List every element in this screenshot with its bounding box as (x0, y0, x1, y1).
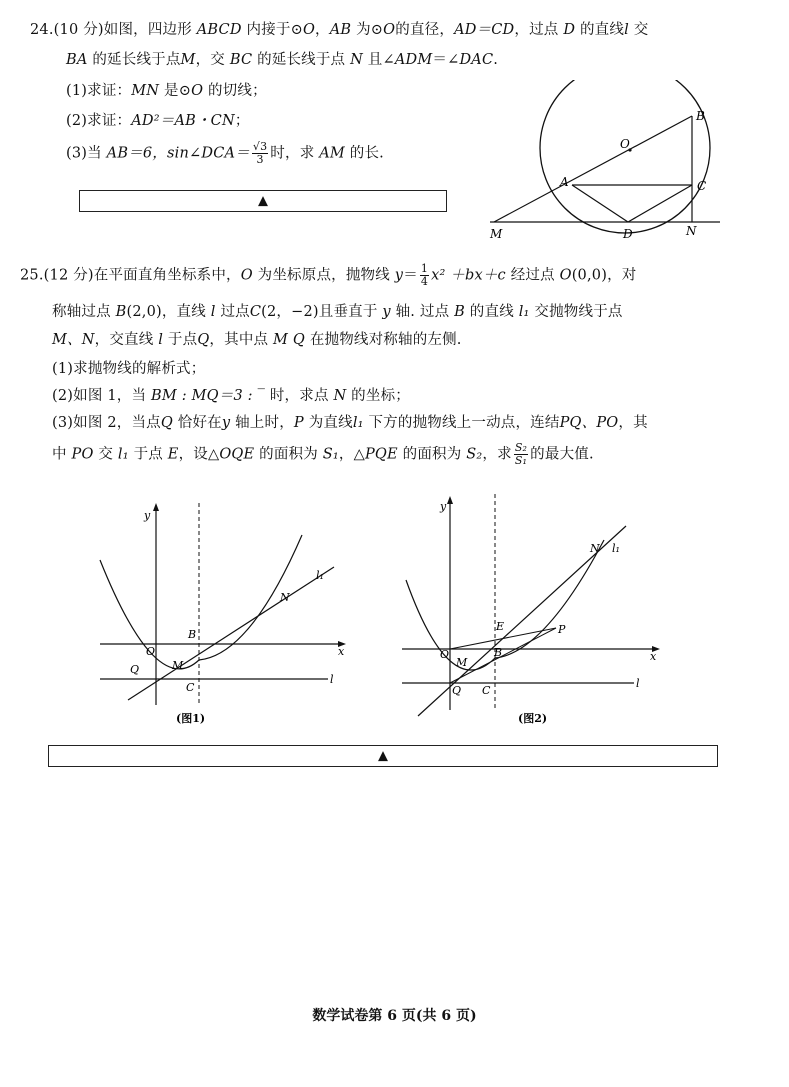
q25-part-2: (2)如图 1，当 BM : MQ＝3 : ‾ 时，求点 N 的坐标； (52, 388, 410, 404)
q24-part-2: (2)求证：AD²＝AB・CN； (66, 113, 250, 129)
fig1-label-l: l (330, 673, 334, 686)
fig1-label-q: Q (130, 663, 140, 676)
fig2-label-e: E (496, 620, 505, 633)
sqrt3-over-3-fraction: $\frac{√3}{3}$ (252, 140, 268, 166)
q25-figure-2 (394, 488, 674, 733)
fig1-label-c: C (186, 681, 195, 694)
fig1-label-x: x (338, 645, 345, 658)
q24-circle-figure (480, 80, 730, 240)
circle-o (540, 80, 710, 233)
label-b: B (696, 109, 705, 123)
label-c: C (697, 179, 707, 193)
label-a: A (560, 175, 569, 189)
line-ad (572, 185, 628, 222)
fig2-label-l: l (636, 677, 640, 690)
q24-stem-line-1: 24.(10 分)如图，四边形 ABCD 内接于⊙O，AB 为⊙O的直径，AD＝CD，过点 D 的直线l 交 (30, 22, 649, 38)
fig2-label-q: Q (452, 684, 462, 697)
fig2-label-x: x (650, 650, 657, 663)
fig1-label-o: O (146, 645, 156, 658)
fig2-y-arrow (447, 496, 453, 504)
q25-part-1: (1)求抛物线的解析式； (52, 361, 206, 377)
page-footer: 数学试卷第 6 页(共 6 页) (312, 1008, 477, 1024)
fig2-caption: (图2) (518, 712, 548, 725)
q24-part-1: (1)求证：MN 是⊙O 的切线； (66, 83, 267, 99)
line-cd (628, 185, 692, 222)
q25-part-3-line-1: (3)如图 2，当点Q 恰好在y 轴上时，P 为直线l₁ 下方的抛物线上一动点，连结PQ、PO，其 (52, 415, 648, 431)
q25-line-2: 称轴过点 B(2,0)，直线 l 过点C(2，−2)且垂直于 y 轴. 过点 B 的直线 l₁ 交抛物线于点 (52, 304, 623, 320)
label-m: M (490, 227, 503, 240)
label-o: O (620, 137, 630, 151)
one-quarter-fraction: $\frac{1}{4}$ (420, 262, 429, 288)
fig2-label-p: P (558, 623, 566, 636)
q24-answer-box[interactable] (79, 190, 447, 212)
line-mb (494, 116, 692, 222)
q25-line-1: 25.(12 分)在平面直角坐标系中，O 为坐标原点，抛物线 y＝ $\frac{1}{4}$ x² ＋bx＋c 经过点 O(0,0)，对 (20, 262, 637, 288)
label-d: D (623, 227, 633, 240)
fig2-label-m: M (456, 656, 468, 669)
fig1-caption: (图1) (176, 712, 206, 725)
fig1-label-n: N (280, 591, 290, 604)
q25-line-3: M、N，交直线 l 于点Q，其中点 M Q 在抛物线对称轴的左侧. (52, 332, 462, 348)
q25-part-3-line-2: 中 PO 交 l₁ 于点 E，设△OQE 的面积为 S₁，△PQE 的面积为 S₂，求 $\frac{\text{S₂}}{\text{S₁}}$ 的最大值. (52, 441, 594, 467)
fig2-label-c: C (482, 684, 491, 697)
label-n: N (686, 224, 697, 238)
fig2-label-l1: l₁ (612, 542, 620, 555)
fig2-label-n: N (590, 542, 600, 555)
fig2-parabola (406, 540, 604, 670)
fig2-label-o: O (440, 648, 450, 661)
q24-part-3: (3)当 AB＝6，sin∠DCA＝ $\frac{√3}{3}$ 时，求 AM 的长. (66, 140, 384, 166)
fig1-y-arrow (153, 503, 159, 511)
fig1-line-l1 (128, 567, 334, 700)
fig1-label-l1: l₁ (316, 569, 324, 582)
answer-marker-icon: ▲ (258, 193, 268, 209)
q25-figure-1 (90, 495, 360, 735)
fig1-parabola (100, 535, 302, 669)
fig1-label-b: B (188, 628, 197, 641)
q25-answer-box[interactable] (48, 745, 718, 767)
fig2-label-y: y (440, 500, 447, 513)
fig2-label-b: B (494, 646, 503, 659)
fig1-label-y: y (144, 509, 151, 522)
s2-over-s1-fraction: $\frac{\text{S₂}}{\text{S₁}}$ (514, 441, 528, 467)
fig1-label-m: M (172, 659, 184, 672)
answer-marker-icon: ▲ (378, 748, 388, 764)
q24-stem-line-2: BA 的延长线于点M，交 BC 的延长线于点 N 且∠ADM＝∠DAC. (66, 52, 499, 68)
